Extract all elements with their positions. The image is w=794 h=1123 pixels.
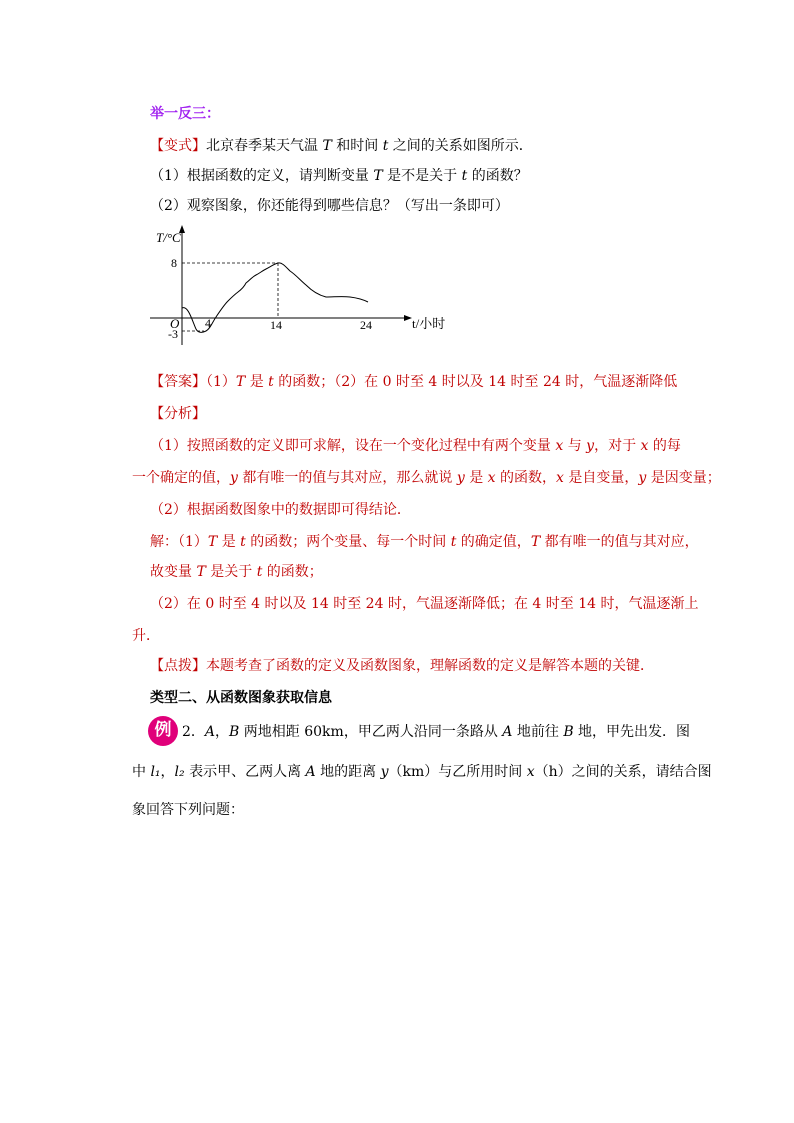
tick-8: 8 (171, 256, 177, 270)
variant-line (150, 136, 533, 156)
temperature-graph (150, 225, 450, 345)
variant-tag: 【变式】 (150, 138, 206, 154)
answer-c: 的函数；（2）在 0 时至 4 时以及 14 时至 24 时，气温逐渐降低 (273, 374, 678, 390)
ex1-B2: B (563, 724, 574, 740)
sol1-b: 是 (217, 534, 241, 550)
sol2-T: T (196, 564, 206, 580)
ex2-l2: l₂ (174, 764, 185, 780)
an1-d: 的每 (648, 438, 681, 454)
tick-4: 4 (205, 316, 211, 330)
var-T: T (322, 138, 332, 154)
q1-c: 的函数？ (467, 168, 528, 184)
solution-line-2 (150, 562, 323, 582)
ex1-a: 2． (182, 724, 205, 740)
type2-heading: 类型二、从函数图象获取信息 (150, 690, 332, 706)
answer-tag: 【答案】 (150, 374, 206, 390)
ex2-y: y (380, 764, 389, 780)
ex2-A: A (305, 764, 316, 780)
tip-tag: 【点拨】 (150, 658, 206, 674)
question-2: （2）观察图象，你还能得到哪些信息？（写出一条即可） (150, 198, 509, 214)
analysis-line-2 (132, 468, 721, 488)
q1-b: 是不是关于 (382, 168, 462, 184)
variant-text-a: 北京春季某天气温 (206, 138, 323, 154)
solution-line-1 (150, 532, 699, 552)
answer-T: T (235, 374, 246, 390)
an1-x: x (555, 438, 564, 454)
answer-t: t (268, 374, 274, 390)
section-heading: 举一反三： (150, 106, 220, 122)
ex1-A2: A (502, 724, 513, 740)
tick-14: 14 (270, 318, 282, 332)
sol2-c: 的函数； (262, 564, 323, 580)
an2-a: 一个确定的值， (132, 470, 230, 486)
x-axis-arrow (404, 315, 412, 321)
an2-b: 都有唯一的值与其对应，那么就说 (237, 470, 457, 486)
ex2-f: （h）之间的关系，请结合图 (534, 764, 712, 780)
tick-neg3: -3 (168, 327, 178, 341)
answer-line (150, 372, 677, 392)
solution-line-4: 升． (132, 628, 160, 644)
ex2-c: 表示甲、乙两人离 (184, 764, 306, 780)
sol1-t2: t (450, 534, 457, 550)
sol1-T: T (207, 534, 218, 550)
analysis-tag: 【分析】 (150, 406, 206, 422)
ex1-d: 地前往 (512, 724, 564, 740)
sol2-a: 故变量 (150, 564, 197, 580)
ex2-b: ， (160, 764, 175, 780)
variant-text-b: 和时间 (331, 138, 383, 154)
ex1-e: 地，甲先出发．图 (573, 724, 691, 740)
x-axis-label: t/小时 (412, 316, 446, 331)
y-axis-label: T/°C (156, 230, 181, 245)
example-badge: 例 (148, 716, 178, 746)
tick-24: 24 (360, 318, 372, 332)
tip-text: 本题考查了函数的定义及函数图象，理解函数的定义是解答本题的关键． (206, 658, 654, 674)
an2-y2: y (456, 470, 465, 486)
sol1-c: 的函数；两个变量、每一个时间 (245, 534, 451, 550)
an2-x: x (487, 470, 496, 486)
ex1-A: A (204, 724, 216, 740)
an1-b: 与 (563, 438, 587, 454)
an2-d: 的函数， (495, 470, 557, 486)
q1-a: （1）根据函数的定义，请判断变量 (150, 168, 374, 184)
sol1-t: t (240, 534, 246, 550)
origin-label: O (170, 316, 180, 331)
analysis-line-1 (150, 436, 681, 456)
ex1-c: 两地相距 60km，甲乙两人沿同一条路从 (239, 724, 503, 740)
an1-c: ，对于 (594, 438, 641, 454)
ex1-b: ， (215, 724, 230, 740)
solution-line-3: （2）在 0 时至 4 时以及 14 时至 24 时，气温逐渐降低；在 4 时至 14 时，气温逐渐上 (150, 596, 699, 612)
sol2-t: t (256, 564, 263, 580)
sol1-d: 的确定值， (456, 534, 531, 550)
q1-t: t (461, 168, 468, 184)
ex2-x: x (526, 764, 535, 780)
answer-a: （1） (206, 374, 236, 390)
an2-y: y (230, 470, 238, 486)
var-t: t (382, 138, 389, 154)
ex1-B: B (229, 724, 240, 740)
sol1-e: 都有唯一的值与其对应， (540, 534, 699, 550)
ex2-a: 中 (132, 764, 151, 780)
an2-x2: x (556, 470, 564, 486)
variant-text-c: 之间的关系如图所示． (388, 138, 533, 154)
an2-y3: y (638, 470, 647, 486)
sol1-a: 解：（1） (150, 534, 208, 550)
sol1-T2: T (530, 534, 541, 550)
ex2-e: （km）与乙所用时间 (388, 764, 527, 780)
an2-e: 是自变量， (563, 470, 639, 486)
question-1 (150, 166, 528, 186)
q1-T: T (373, 168, 383, 184)
ex2-d: 地的距离 (315, 764, 381, 780)
example-line-1 (182, 722, 690, 742)
analysis-line-3: （2）根据函数图象中的数据即可得结论． (150, 502, 411, 518)
an1-y: y (586, 438, 595, 454)
an2-f: 是因变量； (646, 470, 721, 486)
an1-a: （1）按照函数的定义即可求解，设在一个变化过程中有两个变量 (150, 438, 556, 454)
an1-x2: x (640, 438, 649, 454)
answer-b: 是 (245, 374, 269, 390)
ex2-l1: l₁ (150, 764, 161, 780)
example-line-3: 象回答下列问题： (132, 802, 244, 818)
sol2-b: 是关于 (205, 564, 257, 580)
an2-c: 是 (464, 470, 488, 486)
example-line-2 (132, 762, 712, 782)
tip-line (150, 656, 654, 676)
